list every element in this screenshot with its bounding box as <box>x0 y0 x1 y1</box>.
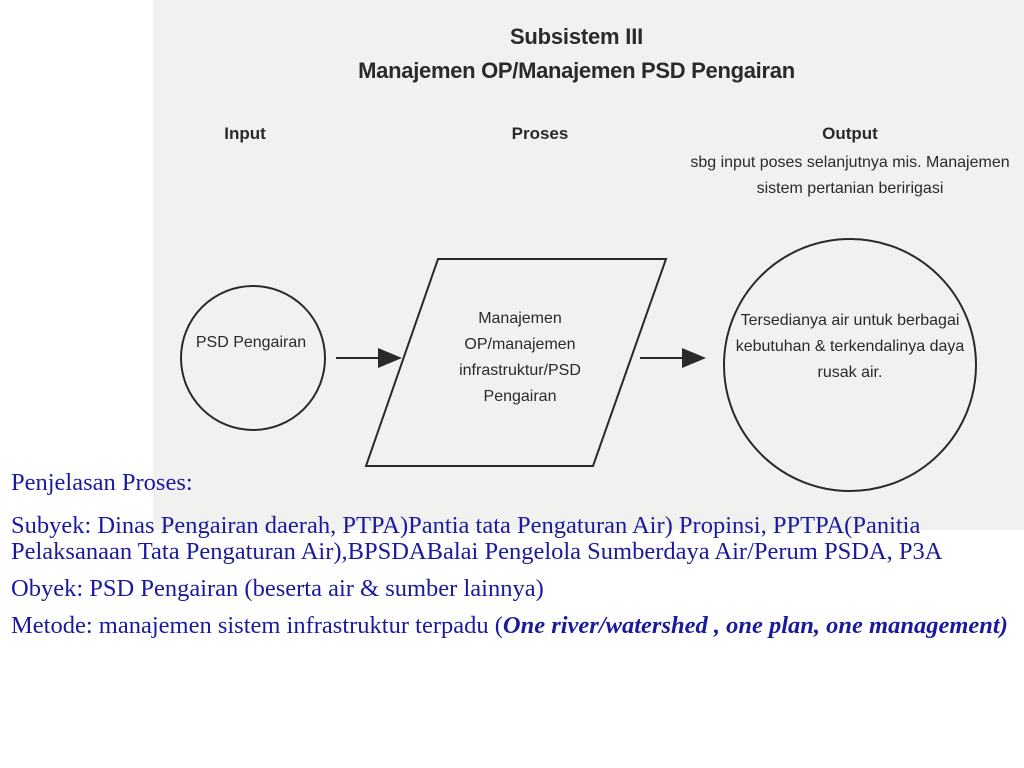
explanation-heading: Penjelasan Proses: <box>11 469 193 496</box>
output-node-label: Tersedianya air untuk berbagai kebutuhan & terkendalinya daya rusak air. <box>735 312 965 381</box>
output-note: sbg input poses selanjutnya mis. Manajemen sistem pertanian beririgasi <box>690 154 1010 197</box>
diagram-title: Subsistem III <box>509 24 644 49</box>
metode-paragraph <box>11 613 1016 639</box>
column-heading-output: Output <box>822 124 878 143</box>
process-node-label: Manajemen OP/manajemen infrastruktur/PSD Pengairan <box>459 310 581 405</box>
explanation-text <box>11 470 1016 650</box>
column-heading-proses: Proses <box>511 124 569 143</box>
obyek-paragraph: Obyek: PSD Pengairan (beserta air & sumber lainnya) <box>11 575 544 602</box>
input-circle <box>181 286 325 430</box>
diagram-subtitle: Manajemen OP/Manajemen PSD Pengairan <box>358 58 795 83</box>
column-heading-input: Input <box>224 124 266 143</box>
subyek-paragraph: Subyek: Dinas Pengairan daerah, PTPA)Pantia tata Pengaturan Air) Propinsi, PPTPA(Panitia Pelaksanaan Tata Pengaturan Air),BPSDABalai Pengelola Sumberdaya Air/Perum PSDA, P3A <box>11 512 943 565</box>
input-node-label: PSD Pengairan <box>195 334 307 351</box>
metode-text: Metode: manajemen sistem infrastruktur terpadu ( <box>11 612 503 639</box>
metode-emphasis: One river/watershed , one plan, one management) <box>502 612 1008 639</box>
